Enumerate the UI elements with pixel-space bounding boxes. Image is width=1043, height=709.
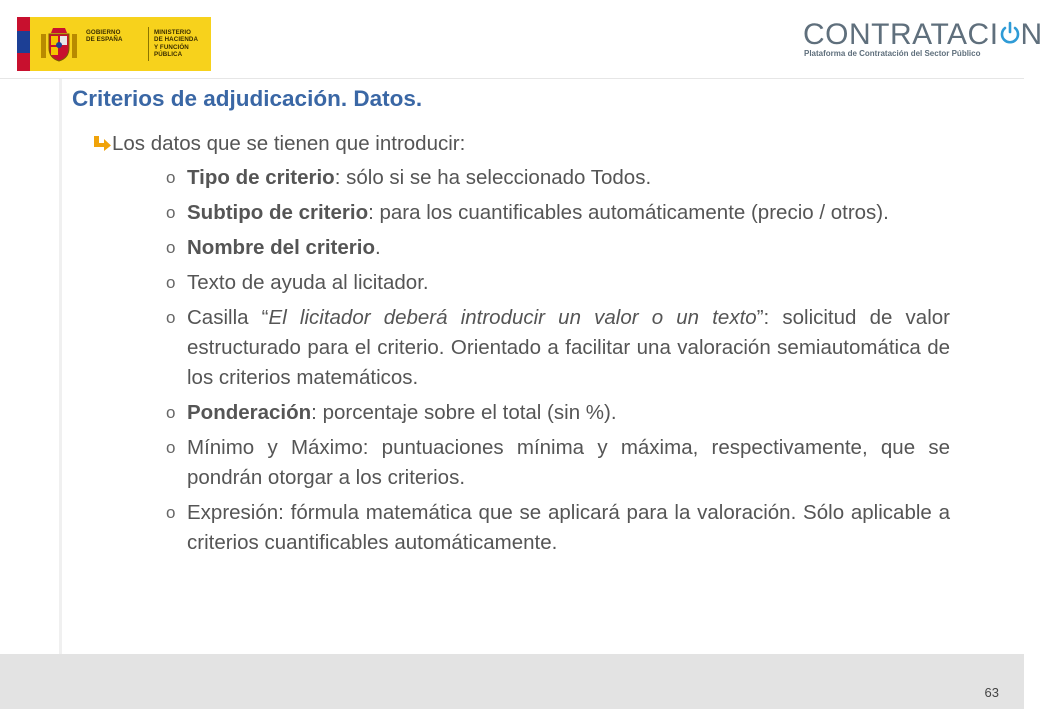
power-icon bbox=[999, 21, 1021, 45]
header-divider bbox=[0, 78, 1024, 79]
logo-divider bbox=[148, 27, 149, 61]
intro-line bbox=[92, 129, 952, 159]
list-item: o Expresión: fórmula matemática que se aplicará para la valoración. Sólo aplicable a criterios cuantificables automáticamente. bbox=[166, 498, 950, 558]
gobierno-espana-logo bbox=[17, 17, 211, 71]
list-item: o Casilla “El licitador deberá introducir un valor o un texto”: solicitud de valor estructurado para el criterio. Orientado a facilitar una valoración semiautomática de los criterios matemáticos. bbox=[166, 303, 950, 393]
criteria-list bbox=[166, 163, 950, 563]
brand-subtitle: Plataforma de Contratación del Sector Público bbox=[804, 49, 981, 58]
gov-left-text: GOBIERNO DE ESPAÑA bbox=[86, 29, 123, 44]
arrow-bullet-icon bbox=[92, 135, 112, 151]
slide-footer bbox=[0, 654, 1024, 709]
page-number: 63 bbox=[984, 685, 999, 700]
contratacion-brand bbox=[803, 14, 1043, 64]
intro-text: Los datos que se tienen que introducir: bbox=[112, 132, 466, 155]
ministry-text: MINISTERIO DE HACIENDA Y FUNCIÓN PÚBLICA bbox=[154, 29, 199, 59]
eu-flag-strip bbox=[17, 17, 30, 71]
bullet-icon: o bbox=[166, 203, 176, 222]
slide-title: Criterios de adjudicación. Datos. bbox=[72, 86, 423, 111]
bullet-icon: o bbox=[166, 503, 176, 522]
list-item: o Texto de ayuda al licitador. bbox=[166, 268, 950, 298]
brand-wordmark: CONTRATACI N bbox=[803, 18, 1043, 51]
list-item: o Tipo de criterio: sólo si se ha seleccionado Todos. bbox=[166, 163, 950, 193]
bullet-icon: o bbox=[166, 438, 176, 457]
list-item: o Nombre del criterio. bbox=[166, 233, 950, 263]
bullet-icon: o bbox=[166, 238, 176, 257]
left-margin-rule bbox=[59, 79, 62, 654]
list-item: o Mínimo y Máximo: puntuaciones mínima y máxima, respectivamente, que se pondrán otorgar a los criterios. bbox=[166, 433, 950, 493]
list-item: o Ponderación: porcentaje sobre el total (sin %). bbox=[166, 398, 950, 428]
slide-header bbox=[0, 0, 1043, 78]
bullet-icon: o bbox=[166, 273, 176, 292]
coat-of-arms-icon bbox=[39, 24, 79, 64]
bullet-icon: o bbox=[166, 168, 176, 187]
bullet-icon: o bbox=[166, 403, 176, 422]
bullet-icon: o bbox=[166, 308, 176, 327]
list-item: o Subtipo de criterio: para los cuantificables automáticamente (precio / otros). bbox=[166, 198, 950, 228]
